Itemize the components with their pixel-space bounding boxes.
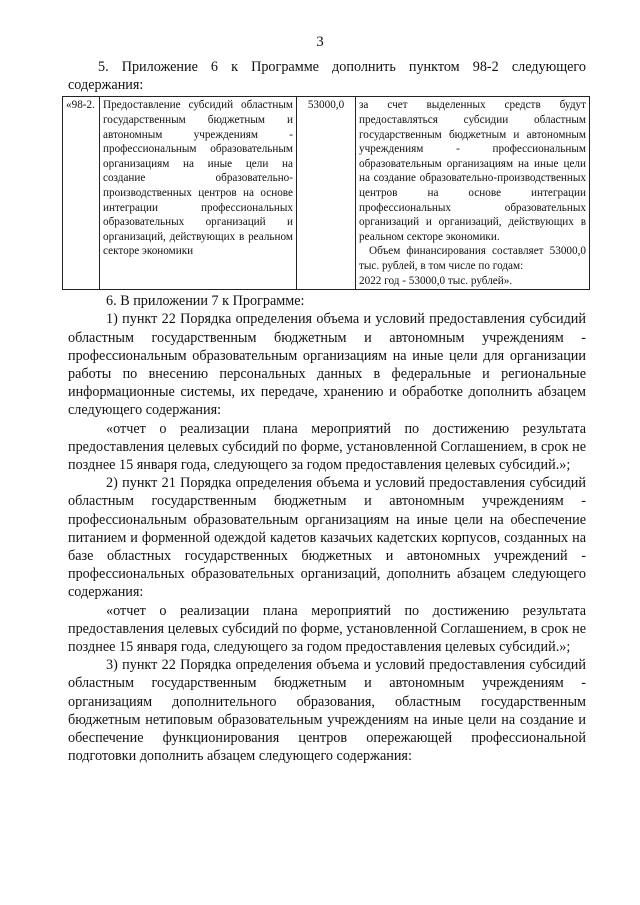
quote-1: «отчет о реализации плана мероприятий по достижению результата предоставления целевых субсидий по форме, установленной Соглашением, в срок не позднее 15 января года, следующего за годом предоставления целевых субсидий.»;: [68, 420, 586, 473]
paragraph-3: 3) пункт 22 Порядка определения объема и условий предоставления субсидий областным государственным бюджетным и автономным учреждениям - организациям дополнительного образования, областным государственным бюджетным нетиповым образовательным учреждениям на иные цели на создание и обеспечение функционирования центров опережающей профессиональной подготовки дополнить абзацем следующего содержания:: [68, 657, 586, 765]
table-row: [63, 97, 590, 290]
program-table: [62, 96, 590, 290]
table-cell-number: «98-2.: [63, 97, 100, 290]
paragraph-1: 1) пункт 22 Порядка определения объема и условий предоставления субсидий областным государственным бюджетным и автономным учреждениям - профессиональным образовательным организациям на иные цели для организации работы по внесению персональных данных в федеральные и региональные информационные системы, их передаче, хранению и обработке дополнить абзацем следующего содержания:: [68, 311, 586, 419]
financing-text: Объем финансирования составляет 53000,0 тыс. рублей, в том числе по годам:: [359, 245, 586, 272]
page-number: 3: [316, 34, 324, 50]
table-cell-sum: 53000,0: [297, 97, 356, 290]
table-cell-description: Предоставление субсидий областным государственным бюджетным и автономным учреждениям - профессиональным образовательным организациям на иные цели на создание образовательно-производственных центров на основе интеграции профессиональных образовательных организаций и организаций, действующих в реальном секторе экономики: [100, 97, 297, 290]
quote-2: «отчет о реализации плана мероприятий по достижению результата предоставления целевых субсидий по форме, установленной Соглашением, в срок не позднее 15 января года, следующего за годом предоставления целевых субсидий.»;: [68, 602, 586, 655]
item-5-intro: 5. Приложение 6 к Программе дополнить пунктом 98-2 следующего содержания:: [68, 59, 586, 94]
document-body: [68, 58, 586, 765]
table-cell-source: [356, 97, 590, 290]
source-text: за счет выделенных средств будут предоставляться субсидии областным государственным бюджетным и автономным учреждениям - профессиональным образовательным организациям на иные цели на создание образовательно-производственных центров на основе интеграции профессиональных образовательных организаций и организаций, действующих в реальном секторе экономики.: [359, 99, 586, 243]
item-6-heading: 6. В приложении 7 к Программе:: [106, 293, 305, 310]
paragraph-2: 2) пункт 21 Порядка определения объема и условий предоставления субсидий областным государственным бюджетным и автономным учреждениям - профессиональным образовательным организациям на иные цели на обеспечение питанием и форменной одеждой кадетов казачьих кадетских корпусов, созданных на базе областных государственных бюджетных и автономных учреждений - профессиональных образовательных организаций, дополнить абзацем следующего содержания:: [68, 475, 586, 601]
year-line: 2022 год - 53000,0 тыс. рублей».: [359, 274, 513, 287]
